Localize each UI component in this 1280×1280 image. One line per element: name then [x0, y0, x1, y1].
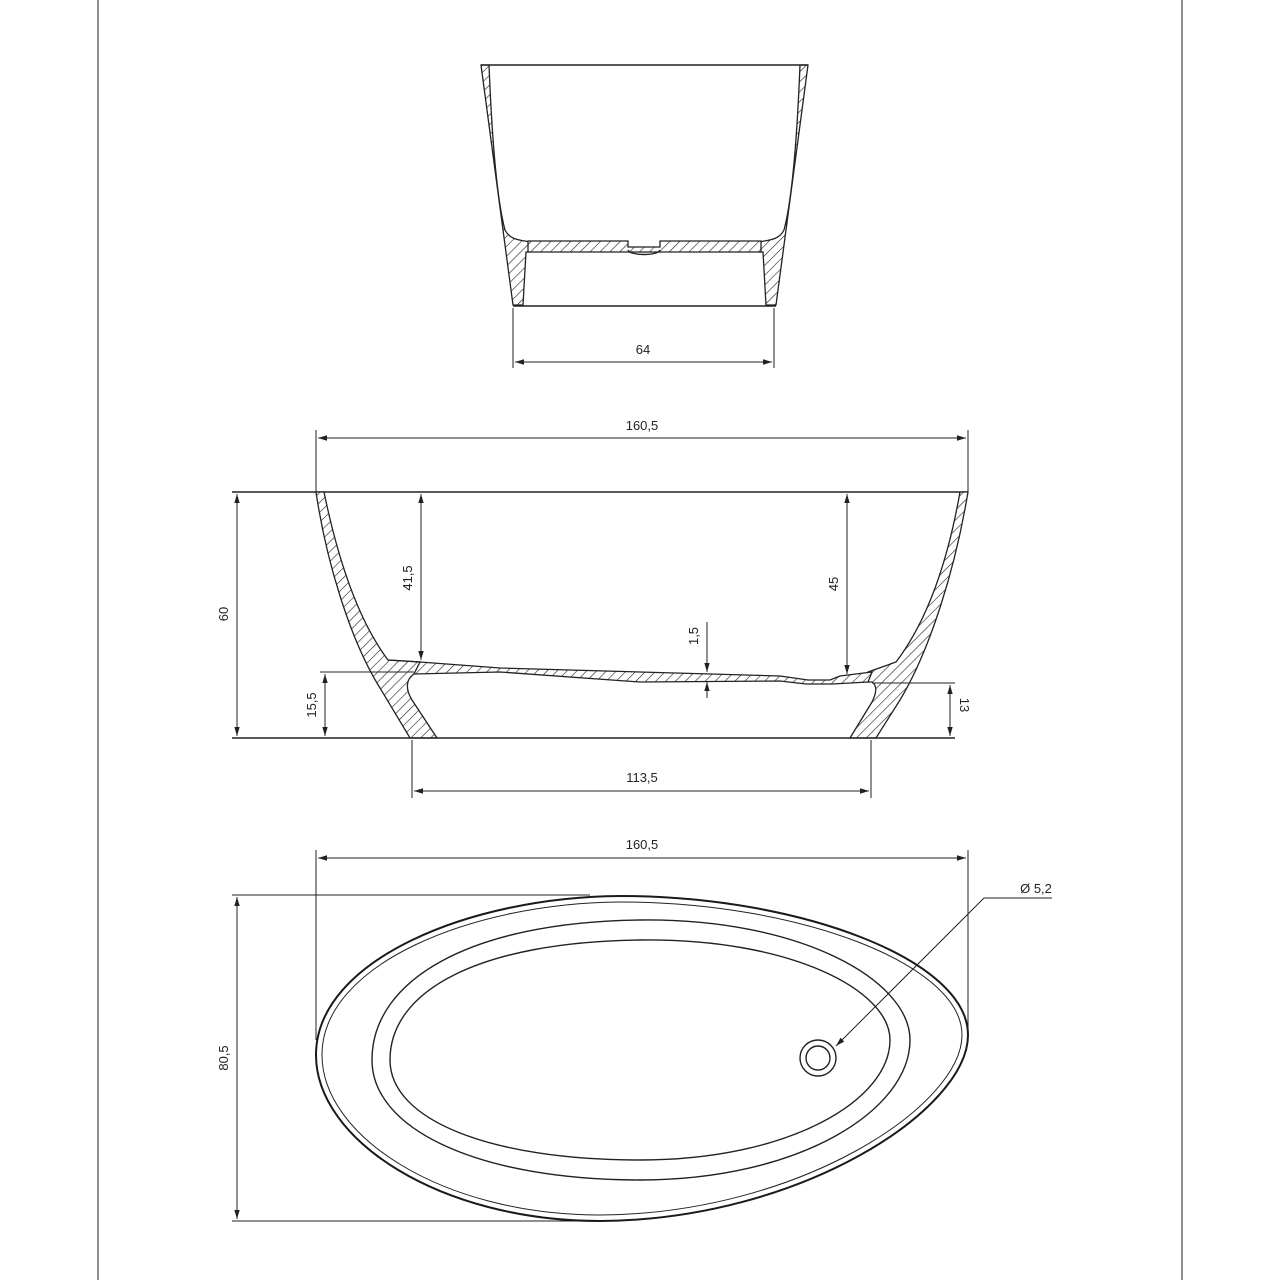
side-height-label: 60 [216, 606, 231, 622]
side-base-length-label: 113,5 [626, 770, 658, 785]
side-inner-depth-right-label: 45 [826, 576, 841, 592]
end-view [481, 65, 808, 368]
top-width-label: 80,5 [216, 1045, 231, 1071]
top-drain-diameter-label: Ø 5,2 [1020, 881, 1052, 896]
side-view [216, 418, 972, 798]
side-floor [388, 660, 872, 684]
end-view-width-label: 64 [635, 342, 651, 357]
top-length-label: 160,5 [625, 837, 659, 852]
end-view-floor [528, 241, 761, 252]
side-floor-thickness-label: 1,5 [686, 626, 701, 646]
top-drain-leader [836, 898, 1052, 1046]
side-base-height-right-label: 13 [957, 697, 972, 713]
top-inner-rim [372, 920, 910, 1180]
top-view [216, 837, 1052, 1221]
top-drain-inner [806, 1046, 830, 1070]
end-view-right-wall [759, 65, 808, 305]
top-basin-floor [390, 940, 890, 1160]
side-base-height-left-label: 15,5 [304, 692, 319, 718]
side-inner-depth-left-label: 41,5 [400, 565, 415, 591]
end-view-left-wall [481, 65, 530, 305]
side-length-label: 160,5 [625, 418, 659, 433]
side-left-wall [316, 492, 437, 738]
top-outer-rim-inner [322, 902, 962, 1215]
